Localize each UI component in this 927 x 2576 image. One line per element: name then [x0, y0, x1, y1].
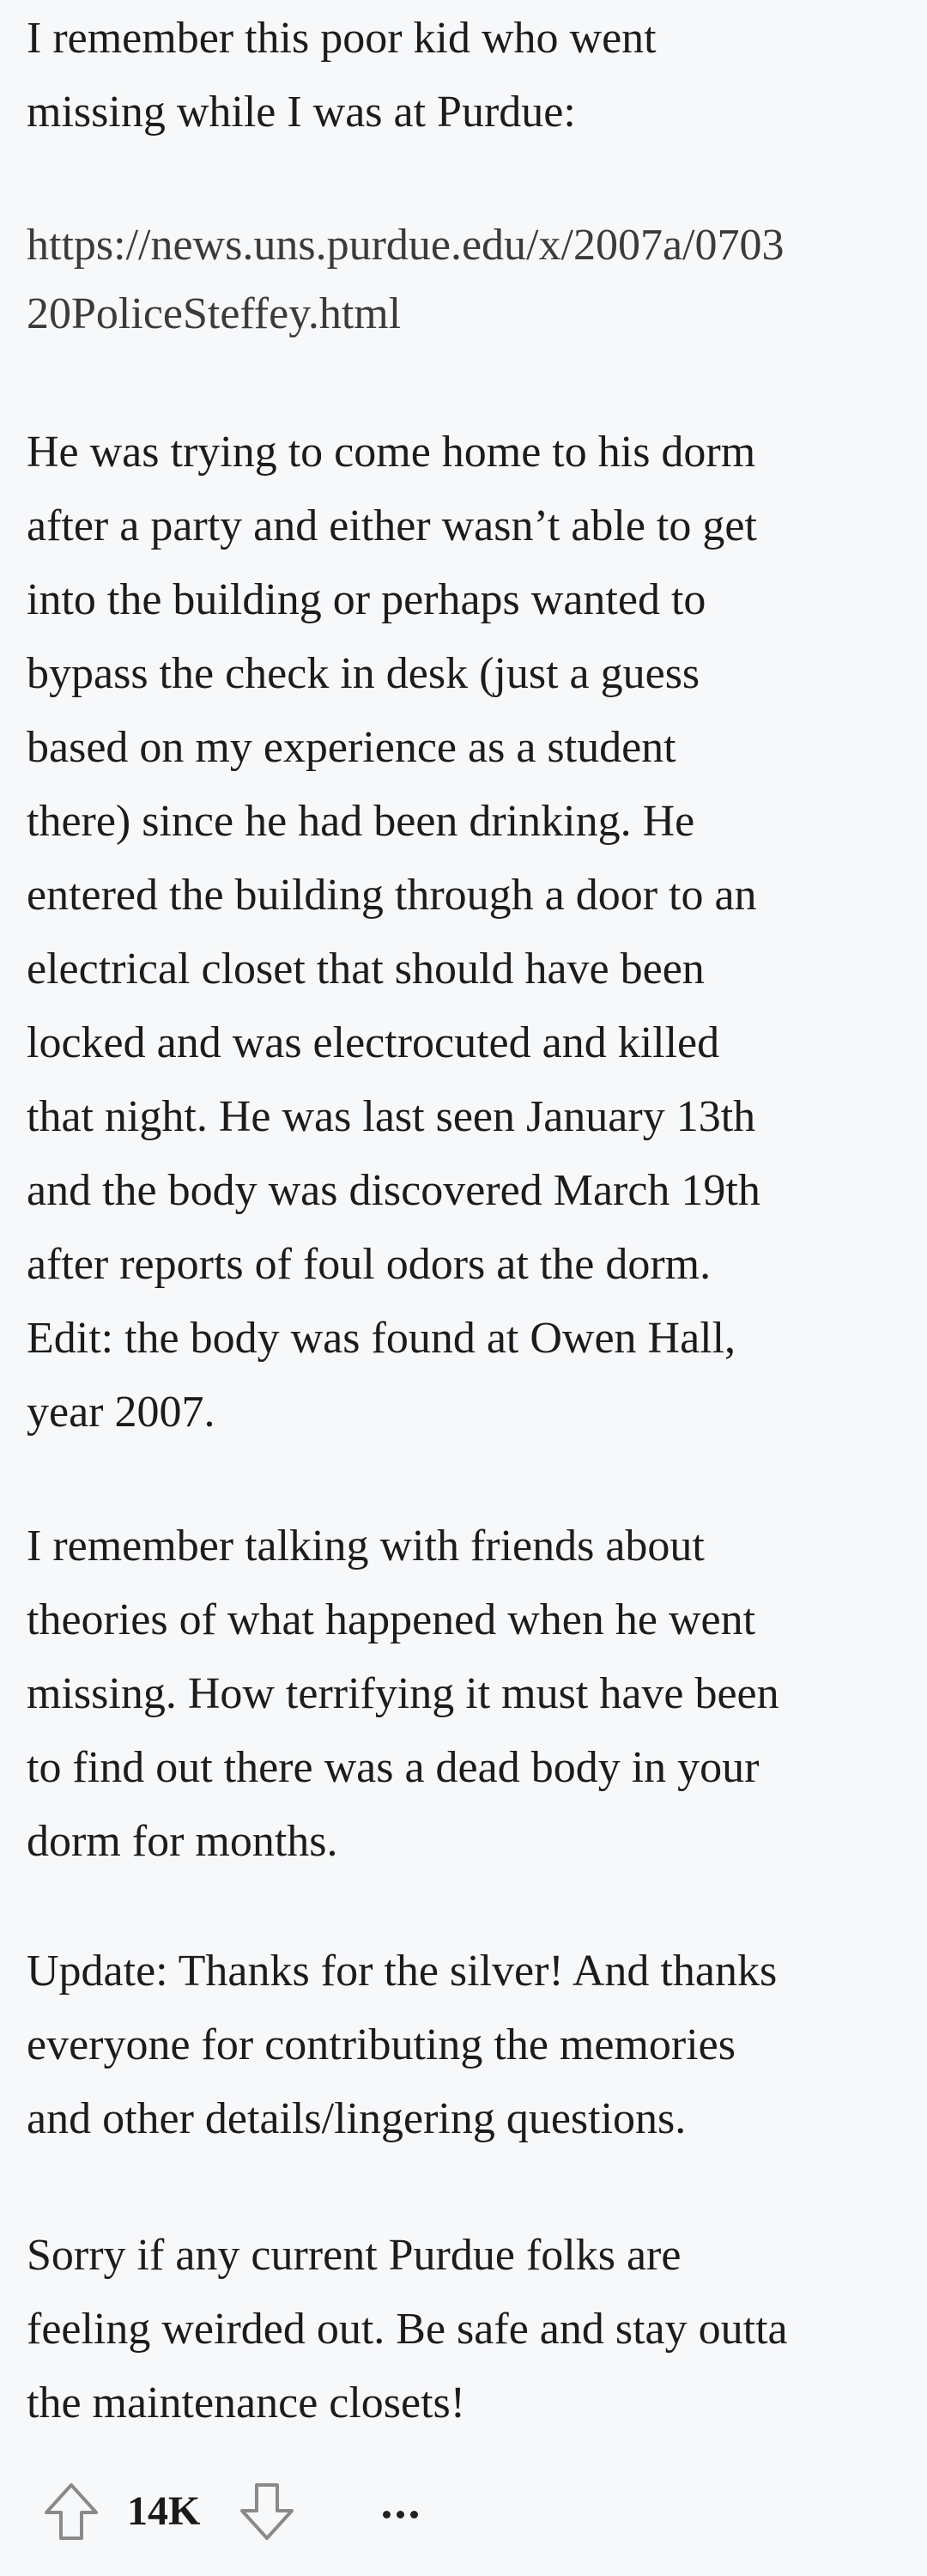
ellipsis-icon — [410, 2511, 418, 2518]
article-link[interactable]: https://news.uns.purdue.edu/x/2007a/0703 20PoliceSteffey.html — [27, 221, 785, 338]
more-options-button[interactable] — [379, 2485, 422, 2537]
comment-paragraph: I remember this poor kid who went missing while I was at Purdue: — [27, 14, 657, 137]
downvote-button[interactable] — [239, 2482, 295, 2542]
ellipsis-icon — [383, 2511, 391, 2518]
comment-paragraph: Sorry if any current Purdue folks are feeling weirded out. Be safe and stay outta the maintenance closets! — [27, 2231, 788, 2427]
ellipsis-icon — [397, 2511, 404, 2518]
vote-score: 14K — [127, 2488, 201, 2534]
comment-action-bar — [0, 2471, 927, 2549]
arrow-up-icon — [43, 2482, 100, 2542]
comment-paragraph: He was trying to come home to his dorm after a party and either wasn’t able to get into the building or perhaps wanted to bypass the check in desk (just a guess based on my experience as a student there) since he had been drinking. He entered the building through a door to an electrical closet that should have been locked and was electrocuted and killed that night. He was last seen January 13th and the body was discovered March 19th after reports of foul odors at the dorm. Edit: the body was found at Owen Hall, year 2007. — [27, 428, 760, 1437]
arrow-down-icon — [239, 2482, 295, 2542]
comment-paragraph: I remember talking with friends about theories of what happened when he went missing. How terrifying it must have been to find out there was a dead body in your dorm for months. — [27, 1522, 779, 1866]
upvote-button[interactable] — [43, 2482, 100, 2542]
comment-paragraph: Update: Thanks for the silver! And thanks everyone for contributing the memories and other details/lingering questions. — [27, 1947, 778, 2143]
